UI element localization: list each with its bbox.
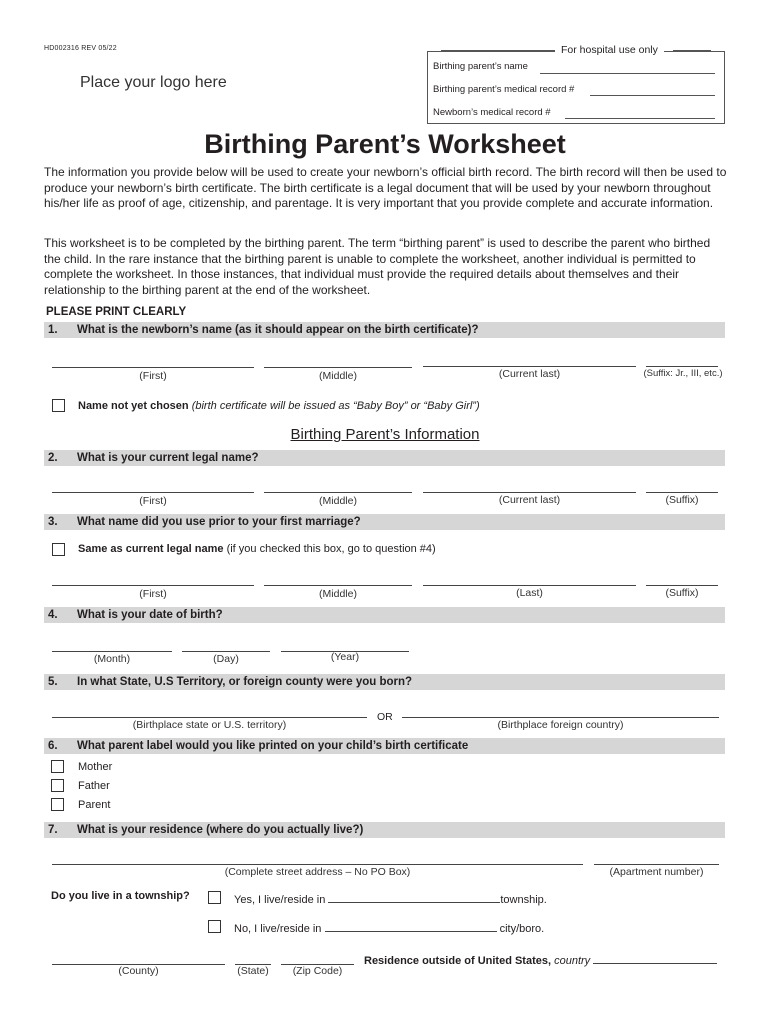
section-heading-parent-info: Birthing Parent’s Information: [290, 426, 480, 443]
newborn-middle-name-field[interactable]: [264, 367, 412, 368]
question-3-text: What name did you use prior to your first marriage?: [77, 516, 361, 528]
name-not-chosen-label: [78, 400, 480, 412]
hospital-field-parent-name-label: Birthing parent’s name: [433, 61, 528, 72]
county-label: (County): [118, 965, 159, 977]
outside-us-italic: country: [554, 955, 591, 967]
birthplace-country-field[interactable]: [402, 717, 719, 718]
prior-first-name-field[interactable]: [52, 585, 254, 586]
birth-day-label: (Day): [213, 653, 239, 665]
township-yes-row: [234, 892, 547, 906]
newborn-last-name-field[interactable]: [423, 366, 636, 367]
birth-day-field[interactable]: [182, 651, 270, 652]
newborn-suffix-label: (Suffix: Jr., III, etc.): [643, 368, 723, 379]
question-4-text: What is your date of birth?: [77, 609, 223, 621]
prior-suffix-field[interactable]: [646, 585, 718, 586]
question-4-bar: [44, 607, 725, 623]
same-as-legal-name-checkbox[interactable]: [52, 543, 65, 556]
township-no-suffix: city/boro.: [499, 923, 545, 935]
birth-month-label: (Month): [93, 653, 131, 665]
birthplace-state-label: (Birthplace state or U.S. territory): [132, 719, 287, 731]
parent-suffix-label: (Suffix): [665, 494, 699, 506]
street-address-field[interactable]: [52, 864, 583, 865]
question-1-number: 1.: [48, 324, 58, 336]
print-clearly-note: PLEASE PRINT CLEARLY: [46, 306, 187, 318]
prior-middle-name-field[interactable]: [264, 585, 412, 586]
hospital-field-parent-mrn-label: Birthing parent’s medical record #: [433, 84, 575, 95]
apartment-number-label: (Apartment number): [609, 866, 704, 878]
parent-middle-label: (Middle): [319, 495, 357, 507]
logo-placeholder: Place your logo here: [80, 74, 227, 91]
or-separator: OR: [377, 711, 393, 723]
prior-last-name-field[interactable]: [423, 585, 636, 586]
parent-middle-name-field[interactable]: [264, 492, 412, 493]
question-1-bar: [44, 322, 725, 338]
township-no-row: [234, 921, 544, 935]
question-2-number: 2.: [48, 452, 58, 464]
question-7-bar: [44, 822, 725, 838]
state-label: (State): [237, 965, 269, 977]
question-2-text: What is your current legal name?: [77, 452, 259, 464]
prior-first-label: (First): [139, 588, 167, 600]
hospital-field-newborn-mrn-label: Newborn’s medical record #: [433, 107, 551, 118]
question-6-number: 6.: [48, 740, 58, 752]
township-no-prefix: No, I live/reside in: [234, 923, 322, 935]
hospital-field-parent-mrn-input[interactable]: [590, 95, 715, 96]
newborn-middle-label: (Middle): [319, 370, 357, 382]
same-as-legal-name-label: [78, 543, 436, 555]
intro-paragraph-2: This worksheet is to be completed by the birthing parent. The term “birthing parent” is used to describe the parent who birthed the child. In the rare instance that the birthing parent is unable to complete the worksheet, another individual is permitted to complete the worksheet. In those instances, that individual must provide the required details about themselves and their relationship to the birthing parent at the end of the worksheet.: [44, 236, 711, 297]
label-mother-checkbox[interactable]: [51, 760, 64, 773]
parent-last-label: (Current last): [498, 494, 561, 506]
birthplace-country-label: (Birthplace foreign country): [497, 719, 624, 731]
parent-suffix-field[interactable]: [646, 492, 718, 493]
question-1-text: What is the newborn’s name (as it should appear on the birth certificate)?: [77, 324, 479, 336]
apartment-number-field[interactable]: [594, 864, 719, 865]
parent-first-label: (First): [139, 495, 167, 507]
birth-year-label: (Year): [330, 651, 360, 663]
prior-suffix-label: (Suffix): [665, 587, 699, 599]
label-father-text: Father: [78, 780, 110, 792]
township-yes-suffix: township.: [500, 894, 547, 906]
birthplace-state-field[interactable]: [52, 717, 367, 718]
prior-middle-label: (Middle): [319, 588, 357, 600]
label-mother-text: Mother: [78, 761, 113, 773]
outside-us-row: [364, 953, 717, 967]
question-4-number: 4.: [48, 609, 58, 621]
same-as-legal-name-bold: Same as current legal name: [78, 543, 224, 555]
township-question: Do you live in a township?: [51, 890, 190, 902]
question-2-bar: [44, 450, 725, 466]
township-yes-prefix: Yes, I live/reside in: [234, 894, 326, 906]
newborn-first-name-field[interactable]: [52, 367, 254, 368]
township-name-field[interactable]: [328, 892, 500, 903]
box-title-rule-right: [673, 50, 711, 52]
label-father-checkbox[interactable]: [51, 779, 64, 792]
question-5-bar: [44, 674, 725, 690]
name-not-chosen-checkbox[interactable]: [52, 399, 65, 412]
newborn-suffix-field[interactable]: [646, 366, 718, 367]
question-7-text: What is your residence (where do you actually live?): [77, 824, 364, 836]
question-5-text: In what State, U.S Territory, or foreign county were you born?: [77, 676, 413, 688]
hospital-field-newborn-mrn-input[interactable]: [565, 118, 715, 119]
prior-last-label: (Last): [516, 587, 543, 599]
label-parent-text: Parent: [78, 799, 111, 811]
question-6-bar: [44, 738, 725, 754]
parent-first-name-field[interactable]: [52, 492, 254, 493]
page-title: Birthing Parent’s Worksheet: [204, 129, 566, 159]
birth-month-field[interactable]: [52, 651, 172, 652]
intro-paragraph-1: The information you provide below will be used to create your newborn’s official birth record. The birth record will then be used to produce your newborn’s birth certificate. The birth certificate is a legal document that will be used by your newborn throughout his/her life as proof of age, citizenship, and parentage. It is very important that you provide complete and accurate information.: [44, 165, 727, 210]
city-boro-field[interactable]: [325, 921, 497, 932]
question-3-number: 3.: [48, 516, 58, 528]
hospital-field-parent-name-input[interactable]: [540, 73, 715, 74]
label-parent-checkbox[interactable]: [51, 798, 64, 811]
parent-last-name-field[interactable]: [423, 492, 636, 493]
street-address-label: (Complete street address – No PO Box): [224, 866, 411, 878]
township-no-checkbox[interactable]: [208, 920, 221, 933]
question-6-text: What parent label would you like printed on your child’s birth certificate: [77, 740, 469, 752]
box-title-rule-left: [441, 50, 564, 52]
zip-code-label: (Zip Code): [292, 965, 343, 977]
outside-us-bold: Residence outside of United States,: [364, 955, 552, 967]
outside-us-country-field[interactable]: [593, 953, 717, 964]
name-not-chosen-note: (birth certificate will be issued as “Baby Boy” or “Baby Girl”): [191, 400, 480, 412]
hospital-box-title: For hospital use only: [555, 44, 664, 56]
form-id: HD002316 REV 05/22: [44, 45, 117, 52]
question-3-bar: [44, 514, 725, 530]
newborn-first-label: (First): [139, 370, 167, 382]
question-5-number: 5.: [48, 676, 58, 688]
same-as-legal-name-note: (if you checked this box, go to question #4): [226, 543, 436, 555]
question-7-number: 7.: [48, 824, 58, 836]
name-not-chosen-bold: Name not yet chosen: [78, 400, 189, 412]
newborn-last-label: (Current last): [498, 368, 561, 380]
township-yes-checkbox[interactable]: [208, 891, 221, 904]
